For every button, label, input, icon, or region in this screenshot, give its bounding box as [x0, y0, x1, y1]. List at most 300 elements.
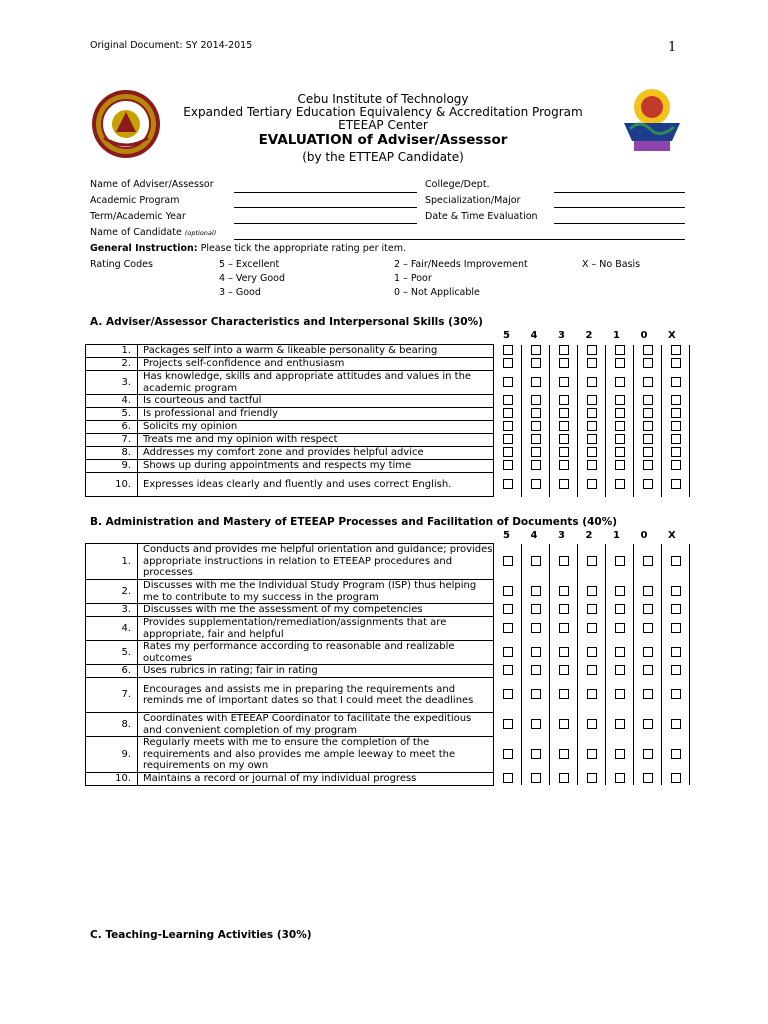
rating-column-x: X — [668, 330, 676, 341]
rating-checkbox-4[interactable] — [531, 460, 541, 470]
rating-checkbox-1[interactable] — [615, 665, 625, 675]
rating-cell — [522, 434, 550, 447]
item-number: 5. — [86, 641, 138, 665]
item-number: 5. — [86, 408, 138, 421]
rating-checkbox-0[interactable] — [643, 689, 653, 699]
table-row — [86, 713, 690, 737]
rating-cell — [634, 580, 662, 604]
rating-cell — [550, 473, 578, 497]
item-text: Maintains a record or journal of my individual progress — [138, 772, 494, 785]
original-document-label: Original Document: SY 2014-2015 — [90, 40, 253, 51]
rating-checkbox-x[interactable] — [671, 556, 681, 566]
table-row — [86, 604, 690, 617]
rating-checkbox-3[interactable] — [559, 447, 569, 457]
item-number: 10. — [86, 473, 138, 497]
rating-cell — [606, 617, 634, 641]
rating-cell — [550, 434, 578, 447]
rating-checkbox-4[interactable] — [531, 749, 541, 759]
rating-checkbox-5[interactable] — [503, 460, 513, 470]
rating-cell — [634, 447, 662, 460]
rating-column-1: 1 — [613, 530, 620, 541]
rating-checkbox-2[interactable] — [587, 358, 597, 368]
rating-checkbox-3[interactable] — [559, 623, 569, 633]
rating-cell — [550, 358, 578, 371]
item-number: 7. — [86, 434, 138, 447]
rating-cell — [662, 713, 690, 737]
rating-cell — [606, 395, 634, 408]
rating-cell — [662, 473, 690, 497]
rating-cell — [494, 460, 522, 473]
rating-cell — [494, 544, 522, 580]
rating-checkbox-2[interactable] — [587, 421, 597, 431]
rating-code-2: 2 – Fair/Needs Improvement — [394, 259, 528, 270]
rating-checkbox-1[interactable] — [615, 460, 625, 470]
item-number: 4. — [86, 617, 138, 641]
rating-checkbox-1[interactable] — [615, 719, 625, 729]
rating-checkbox-5[interactable] — [503, 434, 513, 444]
rating-checkbox-1[interactable] — [615, 586, 625, 596]
rating-checkbox-x[interactable] — [671, 647, 681, 657]
rating-checkbox-0[interactable] — [643, 421, 653, 431]
rating-checkbox-0[interactable] — [643, 358, 653, 368]
rating-checkbox-3[interactable] — [559, 377, 569, 387]
rating-cell — [522, 772, 550, 785]
rating-code-4: 4 – Very Good — [219, 273, 286, 284]
rating-checkbox-5[interactable] — [503, 395, 513, 405]
rating-checkbox-3[interactable] — [559, 345, 569, 355]
eteeap-logo — [620, 85, 684, 155]
rating-checkbox-4[interactable] — [531, 377, 541, 387]
rating-cell — [578, 395, 606, 408]
rating-cell — [522, 641, 550, 665]
table-row — [86, 434, 690, 447]
rating-column-0: 0 — [640, 330, 648, 341]
program-name: Expanded Tertiary Education Equivalency & Accreditation Program — [183, 105, 583, 119]
rating-checkbox-2[interactable] — [587, 556, 597, 566]
rating-cell — [578, 473, 606, 497]
rating-cell — [634, 358, 662, 371]
rating-column-4: 4 — [530, 530, 538, 541]
rating-cell — [550, 604, 578, 617]
rating-cell — [494, 371, 522, 395]
academic-program-field[interactable] — [234, 207, 417, 208]
rating-cell — [606, 460, 634, 473]
rating-checkbox-0[interactable] — [643, 447, 653, 457]
rating-checkbox-5[interactable] — [503, 647, 513, 657]
item-number: 8. — [86, 447, 138, 460]
rating-checkbox-5[interactable] — [503, 665, 513, 675]
rating-cell — [634, 665, 662, 678]
rating-cell — [522, 358, 550, 371]
rating-column-4: 4 — [530, 330, 538, 341]
rating-cell — [606, 580, 634, 604]
rating-code-1: 1 – Poor — [394, 273, 432, 284]
rating-checkbox-3[interactable] — [559, 358, 569, 368]
rating-checkbox-4[interactable] — [531, 647, 541, 657]
rating-checkbox-2[interactable] — [587, 395, 597, 405]
rating-checkbox-0[interactable] — [643, 460, 653, 470]
adviser-name-field[interactable] — [234, 192, 417, 193]
rating-cell — [606, 544, 634, 580]
rating-checkbox-2[interactable] — [587, 408, 597, 418]
rating-checkbox-3[interactable] — [559, 604, 569, 614]
rating-checkbox-x[interactable] — [671, 358, 681, 368]
rating-checkbox-x[interactable] — [671, 377, 681, 387]
rating-cell — [494, 434, 522, 447]
table-row — [86, 580, 690, 604]
rating-cell — [606, 678, 634, 713]
rating-checkbox-3[interactable] — [559, 395, 569, 405]
rating-checkbox-2[interactable] — [587, 447, 597, 457]
rating-checkbox-1[interactable] — [615, 434, 625, 444]
item-text: Treats me and my opinion with respect — [138, 434, 494, 447]
table-row — [86, 460, 690, 473]
rating-checkbox-4[interactable] — [531, 421, 541, 431]
rating-checkbox-0[interactable] — [643, 395, 653, 405]
candidate-field[interactable] — [234, 239, 685, 240]
rating-checkbox-0[interactable] — [643, 586, 653, 596]
rating-cell — [634, 345, 662, 358]
rating-checkbox-3[interactable] — [559, 665, 569, 675]
rating-checkbox-4[interactable] — [531, 623, 541, 633]
table-row — [86, 408, 690, 421]
rating-cell — [550, 371, 578, 395]
rating-checkbox-2[interactable] — [587, 689, 597, 699]
rating-checkbox-4[interactable] — [531, 479, 541, 489]
rating-cell — [634, 434, 662, 447]
rating-checkbox-x[interactable] — [671, 479, 681, 489]
specialization-label: Specialization/Major — [425, 195, 521, 206]
rating-cell — [662, 737, 690, 773]
rating-checkbox-1[interactable] — [615, 773, 625, 783]
rating-cell — [606, 473, 634, 497]
item-number: 2. — [86, 580, 138, 604]
rating-checkbox-0[interactable] — [643, 749, 653, 759]
rating-checkbox-x[interactable] — [671, 623, 681, 633]
rating-column-2: 2 — [585, 330, 593, 341]
rating-checkbox-5[interactable] — [503, 377, 513, 387]
rating-checkbox-3[interactable] — [559, 586, 569, 596]
rating-cell — [494, 713, 522, 737]
rating-checkbox-x[interactable] — [671, 345, 681, 355]
rating-cell — [522, 395, 550, 408]
rating-cell — [634, 713, 662, 737]
rating-checkbox-1[interactable] — [615, 447, 625, 457]
rating-checkbox-5[interactable] — [503, 556, 513, 566]
rating-checkbox-1[interactable] — [615, 395, 625, 405]
rating-cell — [522, 617, 550, 641]
rating-cell — [578, 665, 606, 678]
rating-checkbox-5[interactable] — [503, 773, 513, 783]
rating-checkbox-1[interactable] — [615, 749, 625, 759]
rating-cell — [550, 544, 578, 580]
rating-checkbox-3[interactable] — [559, 408, 569, 418]
rating-checkbox-5[interactable] — [503, 345, 513, 355]
rating-checkbox-2[interactable] — [587, 773, 597, 783]
rating-cell — [662, 447, 690, 460]
rating-checkbox-1[interactable] — [615, 479, 625, 489]
page-number: 1 — [668, 40, 677, 55]
general-instruction — [90, 243, 406, 254]
rating-checkbox-4[interactable] — [531, 408, 541, 418]
rating-checkbox-5[interactable] — [503, 623, 513, 633]
rating-checkbox-3[interactable] — [559, 556, 569, 566]
rating-cell — [662, 678, 690, 713]
rating-checkbox-2[interactable] — [587, 719, 597, 729]
rating-checkbox-5[interactable] — [503, 358, 513, 368]
rating-cell — [634, 617, 662, 641]
rating-cell — [578, 460, 606, 473]
rating-cell — [550, 345, 578, 358]
rating-checkbox-x[interactable] — [671, 421, 681, 431]
datetime-label: Date & Time Evaluation — [425, 211, 538, 222]
rating-cell — [662, 460, 690, 473]
term-field[interactable] — [234, 223, 417, 224]
item-number: 6. — [86, 665, 138, 678]
rating-cell — [662, 604, 690, 617]
rating-checkbox-3[interactable] — [559, 773, 569, 783]
rating-checkbox-0[interactable] — [643, 604, 653, 614]
rating-cell — [494, 421, 522, 434]
rating-checkbox-0[interactable] — [643, 556, 653, 566]
rating-checkbox-3[interactable] — [559, 689, 569, 699]
item-number: 10. — [86, 772, 138, 785]
rating-cell — [634, 460, 662, 473]
datetime-field[interactable] — [554, 223, 685, 224]
rating-cell — [662, 665, 690, 678]
rating-checkbox-x[interactable] — [671, 749, 681, 759]
rating-checkbox-x[interactable] — [671, 586, 681, 596]
item-number: 6. — [86, 421, 138, 434]
rating-checkbox-2[interactable] — [587, 434, 597, 444]
rating-cell — [522, 544, 550, 580]
rating-cell — [662, 772, 690, 785]
rating-checkbox-1[interactable] — [615, 345, 625, 355]
rating-checkbox-5[interactable] — [503, 749, 513, 759]
rating-checkbox-1[interactable] — [615, 358, 625, 368]
table-row — [86, 737, 690, 773]
table-row — [86, 544, 690, 580]
rating-checkbox-x[interactable] — [671, 408, 681, 418]
rating-checkbox-1[interactable] — [615, 623, 625, 633]
rating-checkbox-5[interactable] — [503, 408, 513, 418]
rating-checkbox-5[interactable] — [503, 689, 513, 699]
rating-column-x: X — [668, 530, 676, 541]
rating-column-5: 5 — [503, 530, 510, 541]
rating-column-5: 5 — [503, 330, 510, 341]
rating-checkbox-2[interactable] — [587, 345, 597, 355]
rating-checkbox-1[interactable] — [615, 377, 625, 387]
rating-cell — [634, 604, 662, 617]
item-text: Provides supplementation/remediation/assignments that are appropriate, fair and helpful — [138, 617, 494, 641]
rating-checkbox-1[interactable] — [615, 421, 625, 431]
rating-cell — [634, 678, 662, 713]
rating-cell — [578, 737, 606, 773]
rating-checkbox-0[interactable] — [643, 647, 653, 657]
rating-checkbox-1[interactable] — [615, 647, 625, 657]
item-text: Projects self-confidence and enthusiasm — [138, 358, 494, 371]
item-number: 7. — [86, 678, 138, 713]
rating-checkbox-0[interactable] — [643, 377, 653, 387]
rating-cell — [634, 395, 662, 408]
rating-checkbox-5[interactable] — [503, 447, 513, 457]
rating-cell — [550, 421, 578, 434]
rating-cell — [494, 737, 522, 773]
item-text: Uses rubrics in rating; fair in rating — [138, 665, 494, 678]
item-text: Regularly meets with me to ensure the completion of the requirements and also provides me ample leeway to meet the requirements on my own — [138, 737, 494, 773]
rating-cell — [550, 460, 578, 473]
rating-checkbox-4[interactable] — [531, 395, 541, 405]
rating-code-x: X – No Basis — [582, 259, 641, 270]
item-text: Addresses my comfort zone and provides helpful advice — [138, 447, 494, 460]
rating-cell — [550, 665, 578, 678]
rating-checkbox-0[interactable] — [643, 719, 653, 729]
rating-checkbox-3[interactable] — [559, 719, 569, 729]
rating-checkbox-5[interactable] — [503, 586, 513, 596]
rating-checkbox-4[interactable] — [531, 345, 541, 355]
rating-cell — [662, 580, 690, 604]
rating-cell — [634, 371, 662, 395]
rating-checkbox-2[interactable] — [587, 604, 597, 614]
rating-checkbox-3[interactable] — [559, 434, 569, 444]
rating-checkbox-x[interactable] — [671, 773, 681, 783]
rating-cell — [634, 421, 662, 434]
table-row — [86, 447, 690, 460]
rating-checkbox-5[interactable] — [503, 421, 513, 431]
specialization-field[interactable] — [554, 207, 685, 208]
rating-checkbox-1[interactable] — [615, 556, 625, 566]
rating-checkbox-2[interactable] — [587, 749, 597, 759]
rating-checkbox-0[interactable] — [643, 408, 653, 418]
rating-column-3: 3 — [558, 330, 565, 341]
rating-cell — [550, 678, 578, 713]
rating-checkbox-x[interactable] — [671, 460, 681, 470]
rating-checkbox-x[interactable] — [671, 434, 681, 444]
college-label: College/Dept. — [425, 179, 490, 190]
rating-checkbox-2[interactable] — [587, 460, 597, 470]
section-a-title: A. Adviser/Assessor Characteristics and Interpersonal Skills (30%) — [90, 316, 483, 328]
rating-checkbox-2[interactable] — [587, 647, 597, 657]
rating-cell — [606, 772, 634, 785]
rating-checkbox-5[interactable] — [503, 479, 513, 489]
rating-checkbox-3[interactable] — [559, 479, 569, 489]
rating-cell — [662, 345, 690, 358]
rating-cell — [522, 371, 550, 395]
rating-cell — [578, 641, 606, 665]
rating-checkbox-1[interactable] — [615, 604, 625, 614]
rating-checkbox-x[interactable] — [671, 604, 681, 614]
rating-checkbox-0[interactable] — [643, 665, 653, 675]
rating-checkbox-3[interactable] — [559, 749, 569, 759]
rating-code-5: 5 – Excellent — [219, 259, 280, 270]
rating-checkbox-4[interactable] — [531, 434, 541, 444]
rating-cell — [606, 345, 634, 358]
rating-checkbox-4[interactable] — [531, 665, 541, 675]
rating-checkbox-4[interactable] — [531, 773, 541, 783]
rating-cell — [662, 617, 690, 641]
rating-checkbox-0[interactable] — [643, 345, 653, 355]
academic-program-label: Academic Program — [90, 195, 180, 206]
institution-name: Cebu Institute of Technology — [297, 92, 469, 106]
rating-checkbox-2[interactable] — [587, 377, 597, 387]
rating-checkbox-2[interactable] — [587, 479, 597, 489]
rating-checkbox-x[interactable] — [671, 447, 681, 457]
rating-checkbox-x[interactable] — [671, 395, 681, 405]
rating-cell — [494, 408, 522, 421]
rating-cell — [494, 665, 522, 678]
rating-cell — [550, 617, 578, 641]
rating-cell — [494, 580, 522, 604]
rating-checkbox-0[interactable] — [643, 623, 653, 633]
rating-cell — [550, 580, 578, 604]
rating-cell — [494, 473, 522, 497]
rating-checkbox-4[interactable] — [531, 689, 541, 699]
item-number: 8. — [86, 713, 138, 737]
rating-cell — [662, 641, 690, 665]
rating-cell — [578, 580, 606, 604]
rating-code-3: 3 – Good — [219, 287, 261, 298]
section-a-table — [85, 344, 690, 497]
rating-cell — [662, 395, 690, 408]
rating-cell — [634, 408, 662, 421]
rating-checkbox-1[interactable] — [615, 689, 625, 699]
rating-checkbox-5[interactable] — [503, 604, 513, 614]
rating-checkbox-x[interactable] — [671, 719, 681, 729]
rating-cell — [578, 371, 606, 395]
rating-checkbox-x[interactable] — [671, 689, 681, 699]
rating-cell — [634, 544, 662, 580]
rating-checkbox-3[interactable] — [559, 647, 569, 657]
item-number: 3. — [86, 604, 138, 617]
rating-checkbox-1[interactable] — [615, 408, 625, 418]
general-instruction-text: Please tick the appropriate rating per item. — [197, 243, 406, 254]
rating-checkbox-4[interactable] — [531, 447, 541, 457]
rating-checkbox-0[interactable] — [643, 773, 653, 783]
rating-cell — [606, 604, 634, 617]
rating-checkbox-3[interactable] — [559, 460, 569, 470]
rating-checkbox-5[interactable] — [503, 719, 513, 729]
rating-checkbox-4[interactable] — [531, 358, 541, 368]
rating-cell — [606, 447, 634, 460]
rating-checkbox-2[interactable] — [587, 665, 597, 675]
rating-checkbox-2[interactable] — [587, 623, 597, 633]
college-field[interactable] — [554, 192, 685, 193]
rating-checkbox-4[interactable] — [531, 604, 541, 614]
rating-checkbox-0[interactable] — [643, 479, 653, 489]
rating-cell — [606, 665, 634, 678]
rating-checkbox-3[interactable] — [559, 421, 569, 431]
rating-checkbox-2[interactable] — [587, 586, 597, 596]
rating-cell — [662, 408, 690, 421]
rating-cell — [662, 434, 690, 447]
rating-checkbox-4[interactable] — [531, 719, 541, 729]
rating-checkbox-4[interactable] — [531, 556, 541, 566]
rating-code-0: 0 – Not Applicable — [394, 287, 480, 298]
rating-checkbox-0[interactable] — [643, 434, 653, 444]
rating-cell — [494, 641, 522, 665]
rating-column-2: 2 — [585, 530, 593, 541]
rating-checkbox-4[interactable] — [531, 586, 541, 596]
rating-cell — [634, 772, 662, 785]
item-text: Discusses with me the Individual Study Program (ISP) thus helping me to contribute to my success in the program — [138, 580, 494, 604]
rating-cell — [522, 580, 550, 604]
rating-cell — [606, 641, 634, 665]
item-text: Discusses with me the assessment of my competencies — [138, 604, 494, 617]
rating-cell — [662, 421, 690, 434]
rating-cell — [578, 345, 606, 358]
item-text: Is professional and friendly — [138, 408, 494, 421]
rating-checkbox-x[interactable] — [671, 665, 681, 675]
